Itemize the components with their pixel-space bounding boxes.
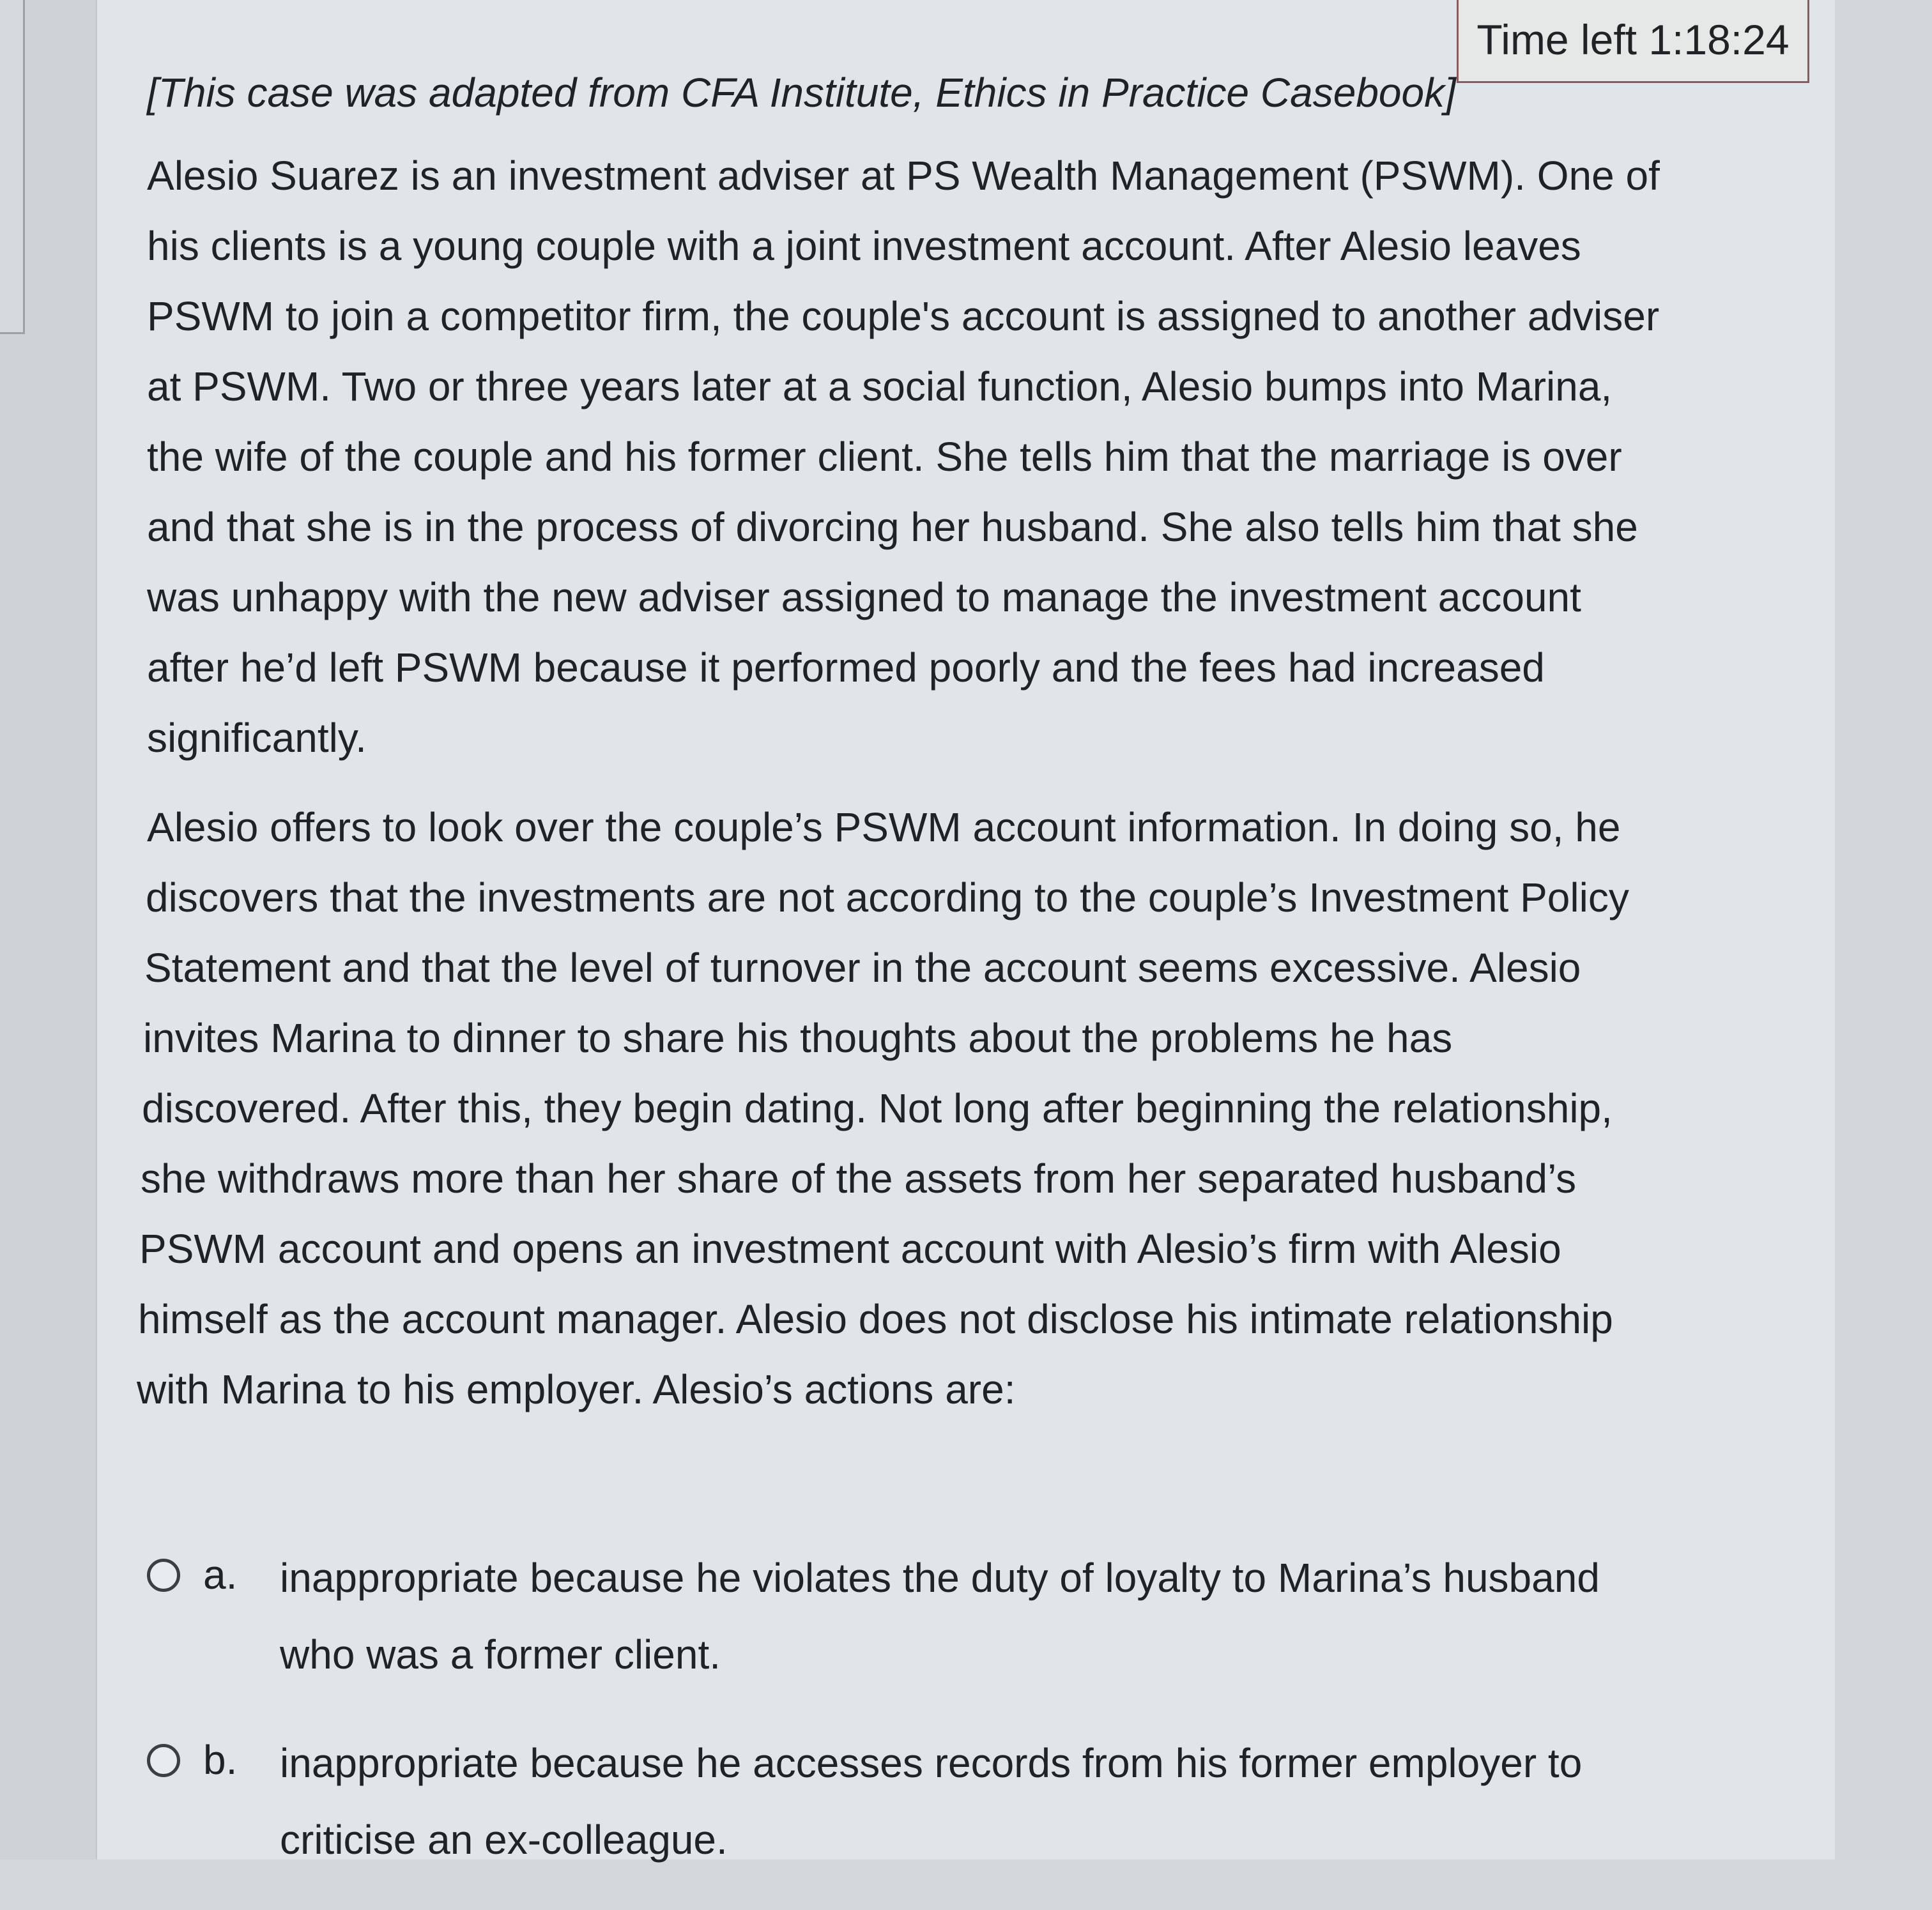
- text-line: with Marina to his employer. Alesio’s actions are:: [137, 1366, 1016, 1412]
- option-letter: a.: [203, 1552, 238, 1598]
- text-line: inappropriate because he violates the duty of loyalty to Marina’s husband: [280, 1555, 1600, 1601]
- text-line: the wife of the couple and his former client. She tells him that the marriage is over: [147, 434, 1622, 480]
- option-letter: b.: [203, 1737, 238, 1783]
- question-paragraph-2: [137, 792, 1782, 1425]
- text-line: invites Marina to dinner to share his thoughts about the problems he has: [143, 1015, 1453, 1061]
- text-line: who was a former client.: [280, 1631, 721, 1677]
- text-line: significantly.: [147, 715, 367, 761]
- case-source: [This case was adapted from CFA Institute, Ethics in Practice Casebook]: [147, 70, 1456, 116]
- answer-option-b[interactable]: [147, 1725, 1782, 1878]
- text-line: Alesio Suarez is an investment adviser at PS Wealth Management (PSWM). One of: [147, 153, 1660, 199]
- text-line: inappropriate because he accesses records from his former employer to: [280, 1740, 1583, 1786]
- text-line: criticise an ex-colleague.: [280, 1817, 728, 1863]
- right-margin: [1835, 0, 1932, 1860]
- text-line: she withdraws more than her share of the assets from her separated husband’s: [141, 1156, 1577, 1202]
- text-line: his clients is a young couple with a joint investment account. After Alesio leaves: [147, 223, 1581, 269]
- answer-option-a[interactable]: [147, 1539, 1782, 1693]
- radio-button[interactable]: [147, 1559, 180, 1592]
- option-text[interactable]: [280, 1725, 1582, 1878]
- text-line: after he’d left PSWM because it performed poorly and the fees had increased: [147, 645, 1545, 691]
- question-content: [137, 57, 1782, 1910]
- radio-button[interactable]: [147, 1744, 180, 1777]
- text-line: discovers that the investments are not according to the couple’s Investment Policy: [146, 875, 1629, 921]
- text-line: Alesio offers to look over the couple’s PSWM account information. In doing so, he: [147, 804, 1621, 850]
- sidebar-toggle[interactable]: [0, 0, 25, 334]
- text-line: Statement and that the level of turnover in the account seems excessive. Alesio: [144, 945, 1581, 991]
- text-line: at PSWM. Two or three years later at a social function, Alesio bumps into Marina,: [147, 363, 1613, 409]
- text-line: PSWM to join a competitor firm, the couple's account is assigned to another adviser: [147, 293, 1660, 339]
- answer-options: [147, 1539, 1782, 1878]
- question-paragraph-1: [147, 141, 1782, 773]
- text-line: discovered. After this, they begin dating. Not long after beginning the relationship,: [142, 1085, 1613, 1131]
- text-line: was unhappy with the new adviser assigned to manage the investment account: [147, 574, 1581, 620]
- text-line: himself as the account manager. Alesio does not disclose his intimate relationship: [138, 1296, 1613, 1342]
- left-sidebar: [0, 0, 96, 1860]
- text-line: PSWM account and opens an investment account with Alesio’s firm with Alesio: [139, 1226, 1561, 1272]
- option-text[interactable]: [280, 1539, 1600, 1693]
- timer-label: Time left 1:18:24: [1476, 15, 1790, 63]
- text-line: and that she is in the process of divorcing her husband. She also tells him that she: [147, 504, 1638, 550]
